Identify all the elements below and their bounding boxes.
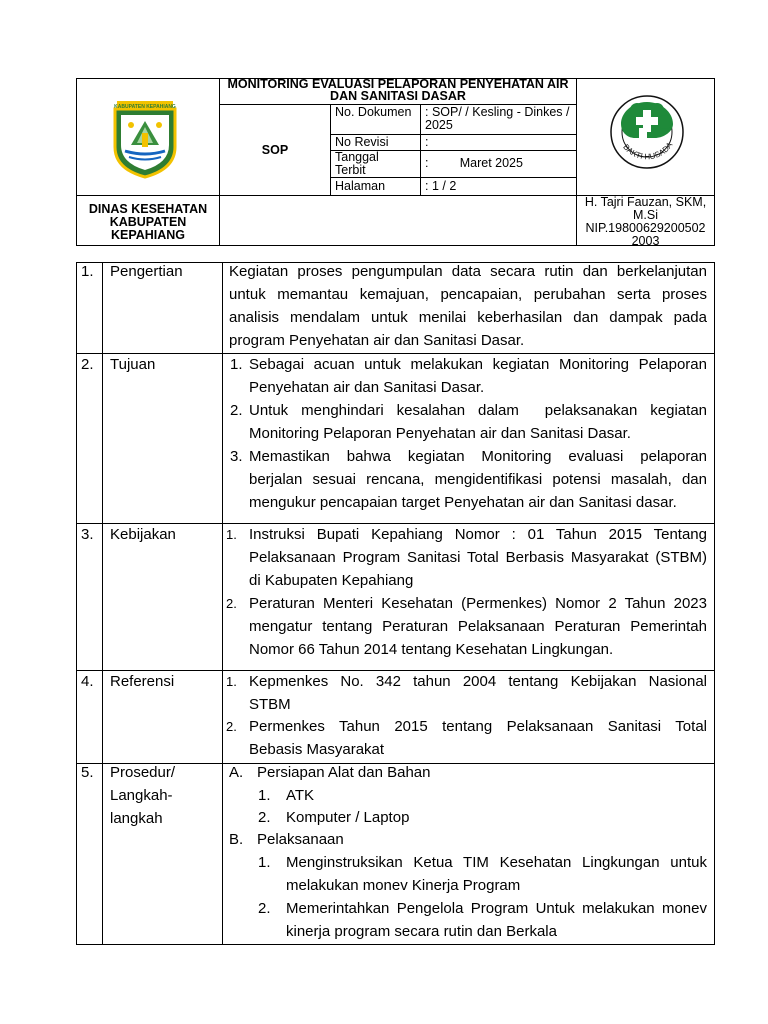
section-3-title: Kebijakan <box>110 526 176 543</box>
section-1-number: 1. <box>81 263 94 280</box>
section-5-title <box>110 761 218 830</box>
tujuan-item-line: Memastikan bahwa kegiatan Monitoring evaluasi pelaporan <box>249 448 707 465</box>
prosedur-b-label: B. <box>229 831 244 848</box>
kebijakan-item <box>249 592 707 661</box>
prosedur-b-item-line: Memerintahkan Pengelola Program Untuk melakukan monev <box>286 900 707 917</box>
section-3-number: 3. <box>81 526 94 543</box>
referensi-item-number: 1. <box>226 674 237 689</box>
kebijakan-item-line: Instruksi Bupati Kepahiang Nomor : 01 Tahun 2015 Tentang <box>249 526 707 543</box>
prosedur-b-item-number: 1. <box>258 854 271 871</box>
field-label-tanggal-terbit: Tanggal Terbit <box>335 150 379 177</box>
section-5-number: 5. <box>81 764 94 781</box>
regency-emblem-icon <box>109 99 181 179</box>
prosedur-b-item <box>286 897 707 943</box>
tujuan-item-number: 2. <box>230 402 243 419</box>
tujuan-item-line: berjalan sesuai rencana, mengidentifikasi potensi masalah, dan <box>249 471 707 488</box>
section-2-title: Tujuan <box>110 356 156 373</box>
prosedur-a-item-number: 1. <box>258 787 271 804</box>
prosedur-b-text: Pelaksanaan <box>257 831 344 848</box>
referensi-item-line: Bebasis Masyarakat <box>249 741 385 758</box>
signatory-nip: NIP.19800629200502 2003 <box>585 221 706 248</box>
section-1-line: Kegiatan proses pengumpulan data secara rutin dan berkelanjutan <box>229 263 707 280</box>
bakti-husada-icon <box>603 88 691 180</box>
prosedur-b-item <box>286 851 707 897</box>
referensi-item-line: Kepmenkes No. 342 tahun 2004 tentang Kebijakan Nasional <box>249 673 707 690</box>
tujuan-item <box>249 445 707 514</box>
prosedur-b-item-line: kinerja program secara rutin dan Berkala <box>286 923 557 940</box>
section-4-title: Referensi <box>110 673 175 690</box>
field-value-no-revisi: : <box>425 135 429 149</box>
section-5-title-line: Prosedur/ <box>110 764 176 781</box>
tujuan-item <box>249 399 707 445</box>
tujuan-item-line: Penyehatan air dan Sanitasi Dasar. <box>249 379 485 396</box>
section-1-line: analisis mendalam untuk menilai keberhasilan dan dampak pada <box>229 309 707 326</box>
bakti-husada-ring-text: BAKTI HUSADA <box>621 140 675 162</box>
kebijakan-item-line: di Kabupaten Kepahiang <box>249 572 414 589</box>
tujuan-item-line: Monitoring Pelaporan Penyehatan air dan Sanitasi Dasar. <box>249 425 631 442</box>
tujuan-item-line: Untuk menghindari kesalahan dalam pelaksanakan kegiatan <box>249 402 707 419</box>
prosedur-a-item: Komputer / Laptop <box>286 809 410 826</box>
section-1-line: untuk memantau kemajuan, pencapaian, perubahan serta proses <box>229 286 707 303</box>
section-5-title-line: langkah <box>110 810 163 827</box>
sop-label: SOP <box>261 143 289 157</box>
field-label-halaman: Halaman <box>335 179 386 193</box>
kebijakan-item-line: Peraturan Menteri Kesehatan (Permenkes) Nomor 2 Tahun 2023 <box>249 595 707 612</box>
kebijakan-item-number: 1. <box>226 527 237 542</box>
prosedur-a-item: ATK <box>286 787 315 804</box>
kebijakan-item-line: mengatur tentang Peraturan Pelaksanaan Peraturan Pemerintah <box>249 618 707 635</box>
section-2-number: 2. <box>81 356 94 373</box>
tujuan-item <box>249 353 707 399</box>
tujuan-item-number: 1. <box>230 356 243 373</box>
prosedur-b-item-line: melakukan monev Kinerja Program <box>286 877 521 894</box>
section-4-number: 4. <box>81 673 94 690</box>
section-1-title: Pengertian <box>110 263 183 280</box>
referensi-item <box>249 715 707 761</box>
tujuan-item-line: mengukur pencapaian target Penyehatan air dan Sanitasi dasar. <box>249 494 677 511</box>
referensi-item <box>249 670 707 716</box>
tujuan-item-line: Sebagai acuan untuk melakukan kegiatan Monitoring Pelaporan <box>249 356 707 373</box>
regency-emblem-banner: KABUPATEN KEPAHIANG <box>114 104 176 110</box>
prosedur-a-item-number: 2. <box>258 809 271 826</box>
tujuan-item-number: 3. <box>230 448 243 465</box>
section-1-content <box>229 260 707 352</box>
prosedur-a-text: Persiapan Alat dan Bahan <box>257 764 431 781</box>
referensi-item-line: Permenkes Tahun 2015 tentang Pelaksanaan Sanitasi Total <box>249 718 707 735</box>
prosedur-b-item-number: 2. <box>258 900 271 917</box>
kebijakan-item-line: Nomor 66 Tahun 2014 tentang Kesehatan Lingkungan. <box>249 641 614 658</box>
kebijakan-item-number: 2. <box>226 596 237 611</box>
referensi-item-line: STBM <box>249 696 291 713</box>
field-label-no-revisi: No Revisi <box>335 135 389 149</box>
document-title: MONITORING EVALUASI PELAPORAN PENYEHATAN AIR DAN SANITASI DASAR <box>227 77 569 103</box>
prosedur-b-item-line: Menginstruksikan Ketua TIM Kesehatan Lingkungan untuk <box>286 854 707 871</box>
agency-name: DINAS KESEHATAN KABUPATEN KEPAHIANG <box>88 202 208 242</box>
field-value-tanggal-terbit: : Maret 2025 <box>425 156 523 170</box>
field-value-halaman: : 1 / 2 <box>425 179 457 193</box>
field-value-no-dokumen: : SOP/ / Kesling - Dinkes / 2025 <box>425 105 570 132</box>
kebijakan-item-line: Pelaksanaan Program Sanitasi Total Berbasis Masyarakat (STBM) <box>249 549 707 566</box>
field-label-no-dokumen: No. Dokumen <box>335 105 412 119</box>
referensi-item-number: 2. <box>226 719 237 734</box>
section-5-title-line: Langkah- <box>110 787 173 804</box>
kebijakan-item <box>249 523 707 592</box>
signatory-name: H. Tajri Fauzan, SKM, M.Si <box>584 195 707 222</box>
section-1-line: program Penyehatan air dan Sanitasi Dasar. <box>229 332 525 349</box>
prosedur-a-label: A. <box>229 764 244 781</box>
